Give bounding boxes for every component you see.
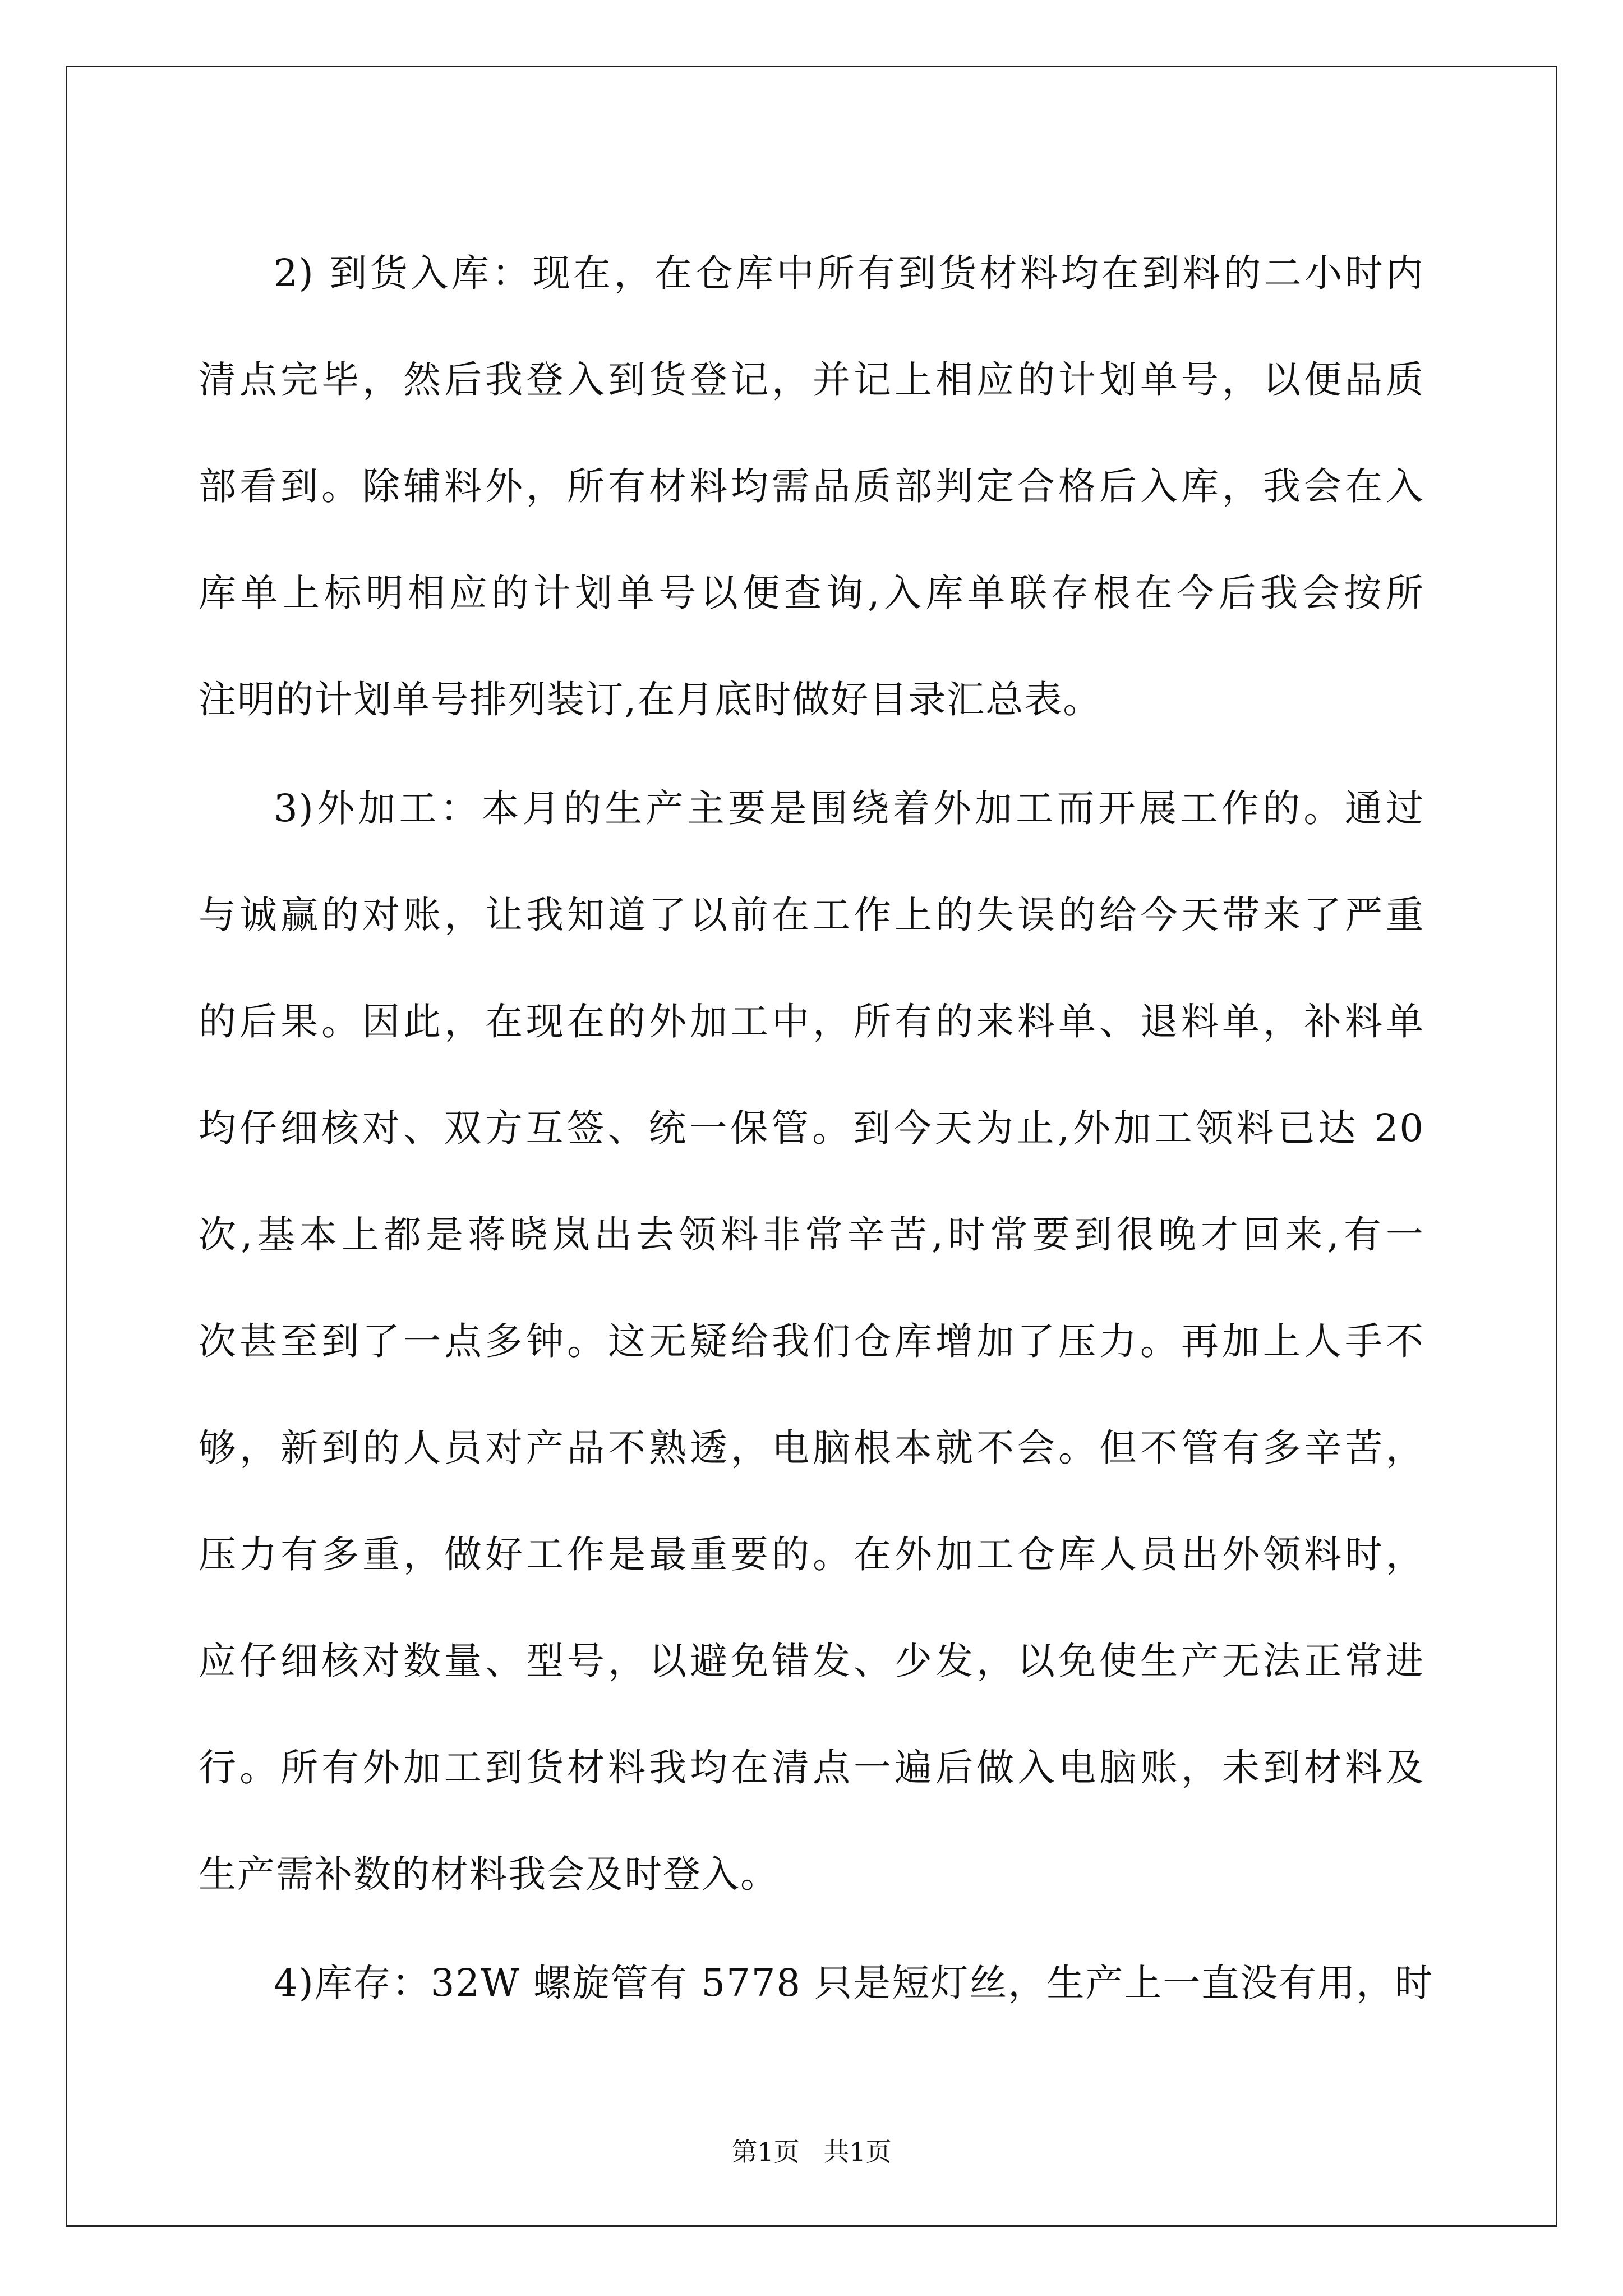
page-number: 第1页 xyxy=(731,2137,800,2167)
text-line: 部看到。除辅料外，所有材料均需品质部判定合格后入库，我会在入 xyxy=(199,464,1424,508)
text-line: 库单上标明相应的计划单号以便查询,入库单联存根在今后我会按所 xyxy=(199,571,1424,615)
text-line: 均仔细核对、双方互签、统一保管。到今天为止,外加工领料已达 20 xyxy=(199,1106,1424,1150)
text-line: 清点完毕，然后我登入到货登记，并记上相应的计划单号，以便品质 xyxy=(199,358,1424,402)
text-line: 次甚至到了一点多钟。这无疑给我们仓库增加了压力。再加上人手不 xyxy=(199,1319,1424,1363)
text-line: 次,基本上都是蒋晓岚出去领料非常辛苦,时常要到很晚才回来,有一 xyxy=(199,1213,1424,1257)
text-line: 2) 到货入库：现在，在仓库中所有到货材料均在到料的二小时内 xyxy=(274,251,1424,295)
text-line: 够，新到的人员对产品不熟透，电脑根本就不会。但不管有多辛苦， xyxy=(199,1426,1424,1470)
text-line: 压力有多重，做好工作是最重要的。在外加工仓库人员出外领料时， xyxy=(199,1533,1424,1576)
paragraph-arrival-storage xyxy=(199,220,1424,753)
text-line: 的后果。因此，在现在的外加工中，所有的来料单、退料单，补料单 xyxy=(199,1000,1424,1043)
document-body xyxy=(199,220,1434,2039)
text-line: 生产需补数的材料我会及时登入。 xyxy=(199,1852,779,1896)
text-line: 3)外加工：本月的生产主要是围绕着外加工而开展工作的。通过 xyxy=(274,786,1424,830)
page-total: 共1页 xyxy=(823,2137,892,2167)
text-line: 4)库存：32W 螺旋管有 5778 只是短灯丝，生产上一直没有用，时 xyxy=(274,1961,1434,2005)
text-line: 注明的计划单号排列装订,在月底时做好目录汇总表。 xyxy=(199,678,1102,721)
text-line: 行。所有外加工到货材料我均在清点一遍后做入电脑账，未到材料及 xyxy=(199,1746,1424,1789)
text-line: 与诚赢的对账，让我知道了以前在工作上的失误的给今天带来了严重 xyxy=(199,893,1424,937)
paragraph-inventory xyxy=(199,1930,1434,2036)
paragraph-outsourcing xyxy=(199,755,1424,1927)
page-footer xyxy=(0,2132,1623,2169)
text-line: 应仔细核对数量、型号，以避免错发、少发，以免使生产无法正常进 xyxy=(199,1639,1424,1683)
